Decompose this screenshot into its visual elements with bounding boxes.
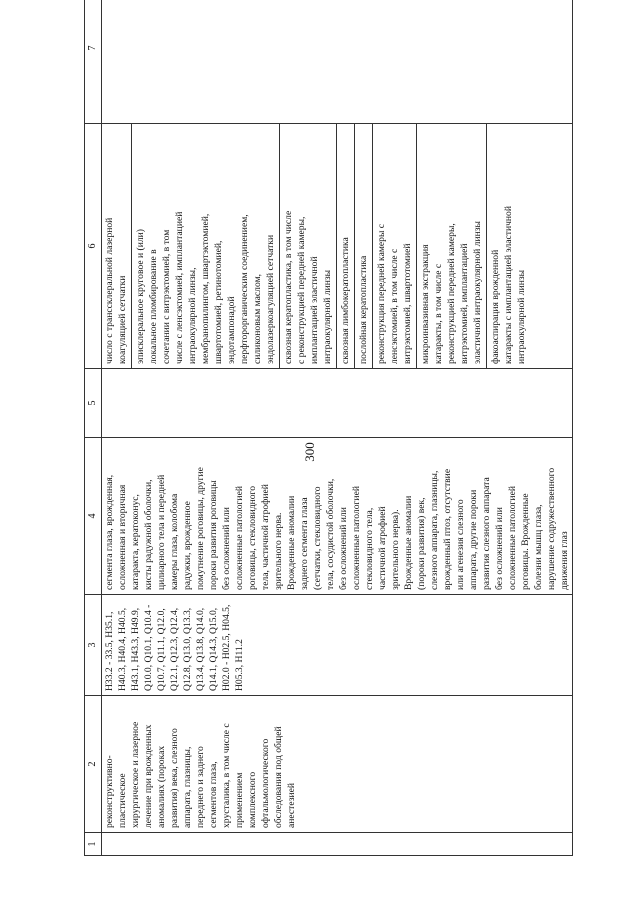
cell-col-1 [102, 833, 573, 856]
header-col-3: 3 [85, 595, 102, 696]
cell-icd-codes: H33.2 - 33.5, H35.1, H40.3, H40.4, H40.5, H43.1, H43.3, H49.9, Q10.0, Q10.1, Q10.4 - Q10.7, Q11.1, Q12.0, Q12.1, Q12.3, Q12.4, Q12.8, Q13.0, Q13.3, Q13.4, Q13.8, Q14.0, Q14.1, Q14.3, Q15.0, H02.0 - H02.5, H04.5, H05.3, H11.2 [102, 595, 573, 696]
header-col-1: 1 [85, 833, 102, 856]
procedures-table [84, 36, 570, 856]
treatment-item: реконструкция передней камеры с ленсэктомией, в том числе с витрэктомией, швартотомией [372, 124, 414, 368]
treatment-item: эписклеральное круговое и (или) локальное пломбирование в сочетании с витрэктомией, в том числе с ленсэктомией, имплантацией интраокулярной линзы, мембранопилингом, швартэктомией, швартотомией, ретинотомией, эндотампонадой перфторорганическим соединением, силиконовым маслом, эндолазеркоагуляцией сетчатки [131, 124, 277, 368]
cell-procedure-name: реконструктивно- пластическое хирургическое и лазерное лечение при врожденных аномалиях (пороках развития) века, слезного аппарата, глазницы, переднего и заднего сегментов глаза, хрусталика, в том числе с применением комплексного офтальмологического обследования под общей анестезией [102, 696, 573, 833]
page-number: 300 [301, 442, 317, 462]
cell-col-5 [102, 369, 573, 438]
treatment-item: число с транссклеральной лазерной коагуляцией сетчатки [104, 217, 128, 364]
header-col-4: 4 [85, 438, 102, 595]
cell-diagnosis: сегмента глаза, врожденная, осложненная и вторичная катаракта, кератоконус, кисты радужной оболочки, цилиарного тела и передней камеры глаза, колобома радужки, врожденное помутнение роговицы, другие пороки развития роговицы без осложнений или осложненные патологией роговицы, стекловидного тела, частичной атрофией зрительного нерва. Врожденные аномалии заднего сегмента глаза (сетчатки, стекловидного тела, сосудистой оболочки, без осложнений или осложненные патологией стекловидного тела, частичной атрофией зрительного нерва). Врожденные аномалии (пороки развития) век, слезного аппарата, глазницы, врожденный птоз, отсутствие или агенезия слезного аппарата, другие пороки развития слезного аппарата без осложнений или осложненные патологией роговицы. Врожденные болезни мышц глаза, нарушение содружественного движения глаз [102, 438, 573, 595]
header-col-6: 6 [85, 124, 102, 369]
treatment-item: факоаспирация врожденной катаракты с имплантацией эластичной интраокулярной линзы [486, 124, 528, 368]
header-col-5: 5 [85, 369, 102, 438]
treatment-item: сквозная лимбокератопластика [336, 124, 352, 368]
treatment-item: сквозная кератопластика, в том числе с реконструкцией передней камеры, имплантацией эластичной интраокулярной линзы [279, 124, 334, 368]
treatment-item: послойная кератопластика [354, 124, 370, 368]
table-row [102, 0, 573, 856]
cell-treatment-methods [102, 124, 573, 369]
header-row [85, 0, 102, 856]
header-col-7: 7 [85, 0, 102, 124]
treatment-item: микроинвазивная экстракция катаракты, в том числе с реконструкцией передней камеры, витрэктомией, имплантацией эластичной интраокулярной линзы [416, 124, 484, 368]
cell-col-7 [102, 0, 573, 124]
table [84, 0, 573, 856]
header-col-2: 2 [85, 696, 102, 833]
